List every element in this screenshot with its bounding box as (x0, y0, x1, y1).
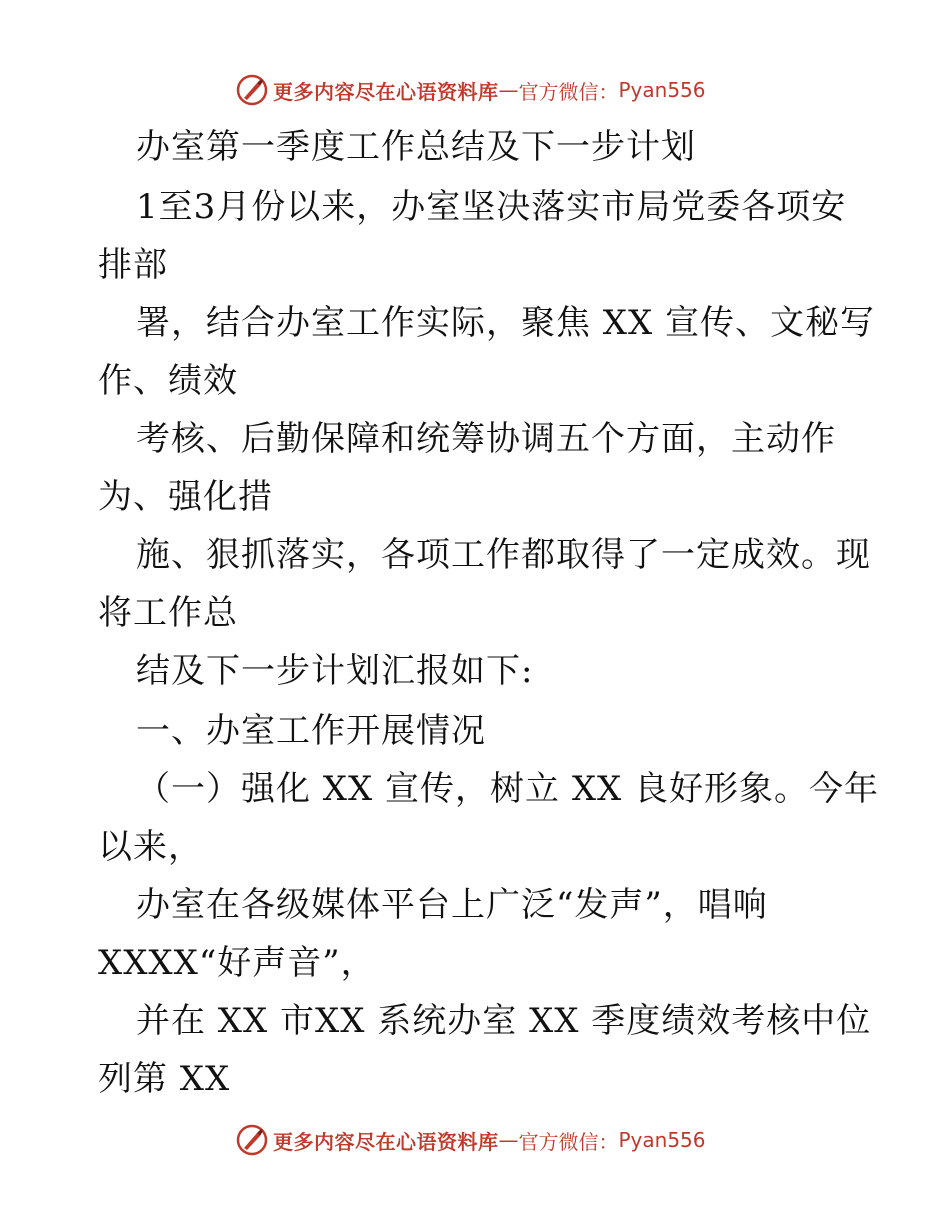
watermark-main-text: 更多内容尽在心语资料库 (273, 1129, 499, 1154)
paragraph-line: 列第 XX (98, 1059, 231, 1099)
paragraph-line: 施、狠抓落实，各项工作都取得了一定成效。现 (136, 535, 871, 575)
paragraph-line: 排部 (98, 245, 168, 285)
watermark-id: Pyan556 (618, 78, 706, 102)
pen-logo-icon (235, 1123, 269, 1157)
paragraph-line: （一）强化 XX 宣传，树立 XX 良好形象。今年 (136, 769, 880, 809)
watermark-dash: — (498, 78, 519, 102)
footer-watermark (235, 1122, 706, 1158)
paragraph-line: 结及下一步计划汇报如下: (136, 651, 534, 691)
paragraph-line: 为、强化措 (98, 477, 273, 517)
watermark-label: 官方微信： (518, 79, 619, 104)
paragraph-line: 考核、后勤保障和统筹协调五个方面，主动作 (136, 419, 836, 459)
watermark-id: Pyan556 (618, 1128, 706, 1152)
paragraph-line: XXXX“好声音”， (98, 943, 376, 983)
paragraph-line: 作、绩效 (98, 361, 238, 401)
pen-logo-icon (235, 73, 269, 107)
section-heading: 一、办室工作开展情况 (136, 711, 486, 751)
document-title: 办室第一季度工作总结及下一步计划 (136, 127, 696, 167)
paragraph-line: 将工作总 (98, 593, 238, 633)
paragraph-line: 1至3月份以来，办室坚决落实市局党委各项安 (136, 187, 847, 227)
paragraph-line: 办室在各级媒体平台上广泛“发声”，唱响 (136, 885, 768, 925)
watermark-main-text: 更多内容尽在心语资料库 (273, 79, 499, 104)
header-watermark (235, 72, 706, 108)
paragraph-line: 以来， (98, 827, 203, 867)
watermark-dash: — (498, 1128, 519, 1152)
watermark-label: 官方微信： (518, 1129, 619, 1154)
paragraph-line: 并在 XX 市XX 系统办室 XX 季度绩效考核中位 (136, 1001, 872, 1041)
paragraph-line: 署，结合办室工作实际，聚焦 XX 宣传、文秘写 (136, 303, 876, 343)
